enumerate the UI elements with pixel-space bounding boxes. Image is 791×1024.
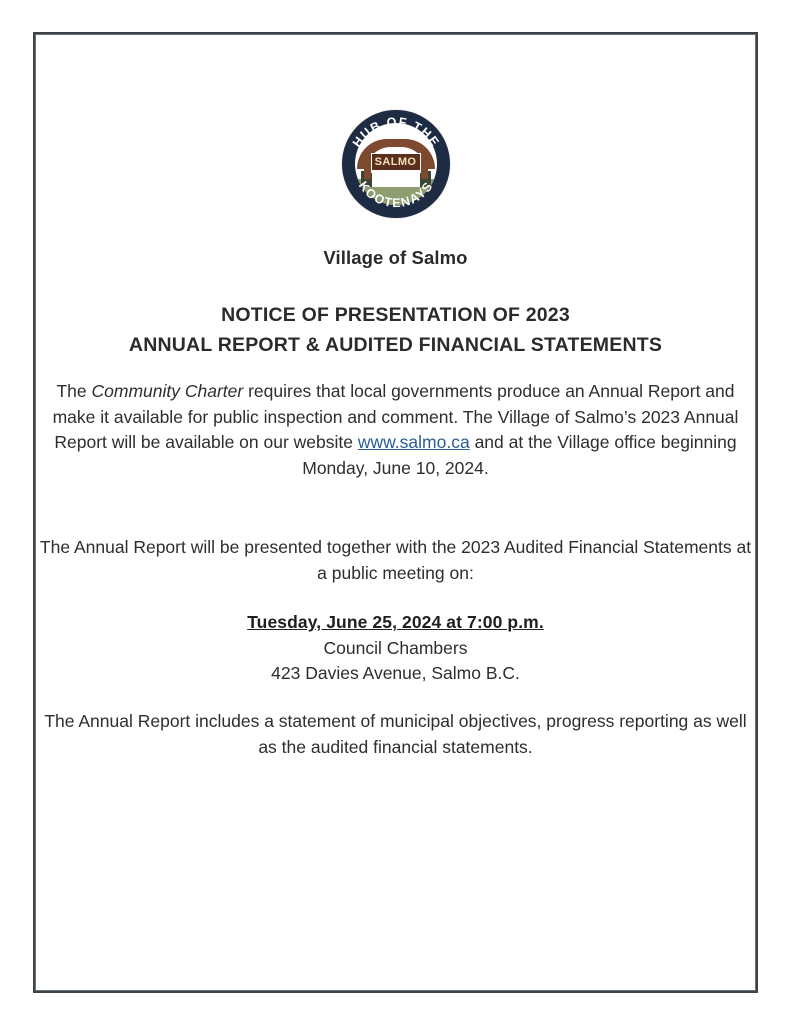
meeting-address: 423 Davies Avenue, Salmo B.C.	[271, 663, 520, 683]
paragraph-two	[33, 535, 758, 586]
page-title-line-2: ANNUAL REPORT & AUDITED FINANCIAL STATEMENTS	[128, 334, 663, 356]
paragraph-one-part-2: requires that local governments produce an Annual Report and make it available for public inspection and comment. The Village of Salmo’s 2023 Annual Report will be available on our website	[52, 381, 739, 452]
paragraph-two-text: The Annual Report will be presented together with the 2023 Audited Financial Statements at a public meeting on:	[39, 537, 752, 583]
paragraph-four-text: The Annual Report includes a statement of municipal objectives, progress reporting as well as the audited financial statements.	[44, 711, 747, 757]
salmo-website-link[interactable]: www.salmo.ca	[357, 432, 470, 452]
meeting-datetime: Tuesday, June 25, 2024 at 7:00 p.m.	[247, 612, 544, 632]
crest-arc-bottom-text: KOOTENAYS	[355, 178, 436, 211]
village-crest-logo	[342, 110, 450, 218]
paragraph-four	[33, 709, 758, 760]
page-title	[33, 300, 758, 360]
paragraph-one-part-1: The	[56, 381, 92, 401]
organization-name: Village of Salmo	[323, 247, 468, 268]
crest-ring-text-svg	[342, 110, 450, 218]
paragraph-one	[33, 379, 758, 481]
crest-arc-top-text: HUB OF THE	[349, 114, 442, 150]
community-charter-emphasis: Community Charter	[91, 381, 244, 401]
crest-center-label: SALMO	[374, 155, 417, 168]
page-content	[33, 32, 758, 993]
paragraph-one-text	[33, 379, 758, 481]
page-title-line-1: NOTICE OF PRESENTATION OF 2023	[221, 304, 570, 326]
crest-container	[33, 110, 758, 218]
meeting-details	[33, 610, 758, 687]
paragraph-one-part-3: and at the Village office beginning Monday, June 10, 2024.	[302, 432, 737, 478]
meeting-venue: Council Chambers	[323, 637, 468, 658]
